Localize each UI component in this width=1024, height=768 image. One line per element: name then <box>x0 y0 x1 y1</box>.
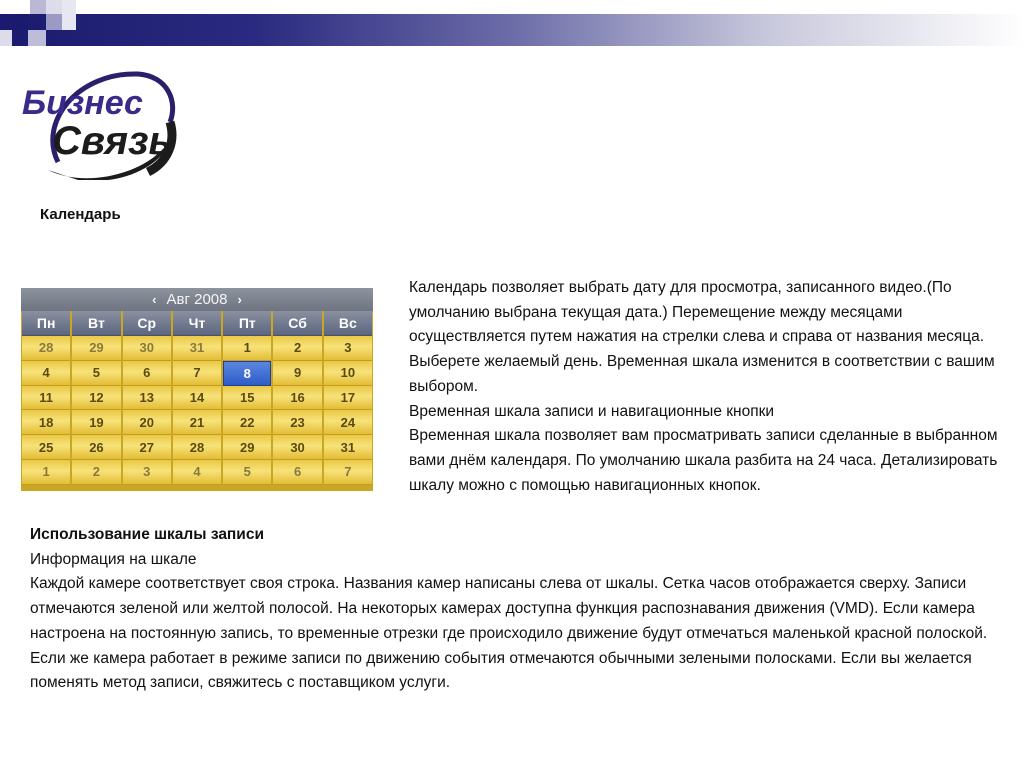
calendar-day[interactable]: 26 <box>72 435 120 460</box>
calendar-day[interactable]: 11 <box>22 386 70 411</box>
weekday-header: Чт <box>173 311 221 336</box>
calendar-day[interactable]: 25 <box>22 435 70 460</box>
usage-body: Каждой камере соответствует своя строка. Названия камер написаны слева от шкалы. Сетка часов отображается сверху. Записи отмечаются зеленой или желтой полосой. На некоторых камерах доступна функция распознавания движения (VMD). Если камера настроена на постоянную запись, то временные отрезки где происходило движение будут отмечаться маленькой красной полоской. Если же камера работает в режиме записи по движению события отмечаются обычными зелеными полосками. Если вы желается поменять метод записи, свяжитесь с поставщиком услуги. <box>30 575 988 692</box>
calendar-day[interactable]: 30 <box>123 336 171 361</box>
calendar-day[interactable]: 31 <box>324 435 372 460</box>
calendar-grid <box>21 311 373 485</box>
calendar-day[interactable]: 2 <box>72 460 120 485</box>
calendar-day[interactable]: 1 <box>223 336 271 361</box>
prev-month-button[interactable]: ‹ <box>152 292 157 307</box>
weekday-header: Вс <box>324 311 372 336</box>
calendar-day[interactable]: 28 <box>22 336 70 361</box>
calendar-day[interactable]: 3 <box>324 336 372 361</box>
description-paragraph: Временная шкала позволяет вам просматривать записи сделанные в выбранном вами днём календаря. По умолчанию шкала разбита на 24 часа. Детализировать шкалу можно с помощью навигационных кнопок. <box>409 427 998 494</box>
calendar-day[interactable]: 19 <box>72 410 120 435</box>
calendar-day[interactable]: 28 <box>173 435 221 460</box>
calendar-day[interactable]: 2 <box>273 336 321 361</box>
calendar-day[interactable]: 21 <box>173 410 221 435</box>
calendar-header <box>21 288 373 311</box>
decor-square <box>28 30 46 46</box>
calendar-day[interactable]: 17 <box>324 386 372 411</box>
calendar-day[interactable]: 7 <box>324 460 372 485</box>
calendar-day[interactable]: 1 <box>22 460 70 485</box>
calendar-day[interactable]: 31 <box>173 336 221 361</box>
decor-square <box>12 14 28 30</box>
calendar-day[interactable]: 13 <box>123 386 171 411</box>
calendar-month-label: Авг 2008 <box>166 291 228 308</box>
calendar-day[interactable]: 29 <box>223 435 271 460</box>
next-month-button[interactable]: › <box>237 292 242 307</box>
calendar-day[interactable]: 7 <box>173 361 221 386</box>
weekday-header: Сб <box>273 311 321 336</box>
calendar-day[interactable]: 30 <box>273 435 321 460</box>
calendar-day[interactable]: 5 <box>223 460 271 485</box>
usage-subtitle: Информация на шкале <box>30 550 197 568</box>
calendar-day[interactable]: 3 <box>123 460 171 485</box>
logo-text-line1: Бизнес <box>22 84 143 122</box>
header-decorative-bar <box>0 14 1024 46</box>
calendar-description <box>409 276 1019 498</box>
calendar-day[interactable]: 24 <box>324 410 372 435</box>
calendar-day-selected[interactable]: 8 <box>223 361 271 386</box>
calendar-day[interactable]: 5 <box>72 361 120 386</box>
usage-title: Использование шкалы записи <box>30 526 264 543</box>
logo-text-line2: Связь <box>52 119 173 163</box>
usage-section <box>30 523 1000 696</box>
calendar-day[interactable]: 23 <box>273 410 321 435</box>
calendar-day[interactable]: 4 <box>173 460 221 485</box>
calendar-day[interactable]: 29 <box>72 336 120 361</box>
calendar-day[interactable]: 15 <box>223 386 271 411</box>
weekday-header: Пн <box>22 311 70 336</box>
description-paragraph: Календарь позволяет выбрать дату для просмотра, записанного видео.(По умолчанию выбрана текущая дата.) Перемещение между месяцами осуществляется путем нажатия на стрелки слева и справа от названия месяца. Выберете желаемый день. Временная шкала изменится в соответствии с вашим выбором. <box>409 279 995 395</box>
calendar-day[interactable]: 18 <box>22 410 70 435</box>
calendar-day[interactable]: 6 <box>123 361 171 386</box>
decor-square <box>62 0 76 30</box>
decor-square <box>46 14 62 30</box>
calendar-day[interactable]: 14 <box>173 386 221 411</box>
calendar-day[interactable]: 12 <box>72 386 120 411</box>
company-logo <box>18 62 180 180</box>
weekday-header: Вт <box>72 311 120 336</box>
calendar-widget <box>21 288 373 491</box>
description-paragraph: Временная шкала записи и навигационные кнопки <box>409 402 775 420</box>
weekday-header: Ср <box>123 311 171 336</box>
calendar-day[interactable]: 20 <box>123 410 171 435</box>
decor-square <box>46 0 62 14</box>
calendar-day[interactable]: 6 <box>273 460 321 485</box>
decor-square <box>0 30 12 46</box>
calendar-day[interactable]: 16 <box>273 386 321 411</box>
calendar-day[interactable]: 4 <box>22 361 70 386</box>
calendar-day[interactable]: 9 <box>273 361 321 386</box>
decor-square <box>30 0 46 14</box>
calendar-day[interactable]: 10 <box>324 361 372 386</box>
page-title: Календарь <box>40 206 121 223</box>
calendar-day[interactable]: 22 <box>223 410 271 435</box>
weekday-header: Пт <box>223 311 271 336</box>
calendar-day[interactable]: 27 <box>123 435 171 460</box>
